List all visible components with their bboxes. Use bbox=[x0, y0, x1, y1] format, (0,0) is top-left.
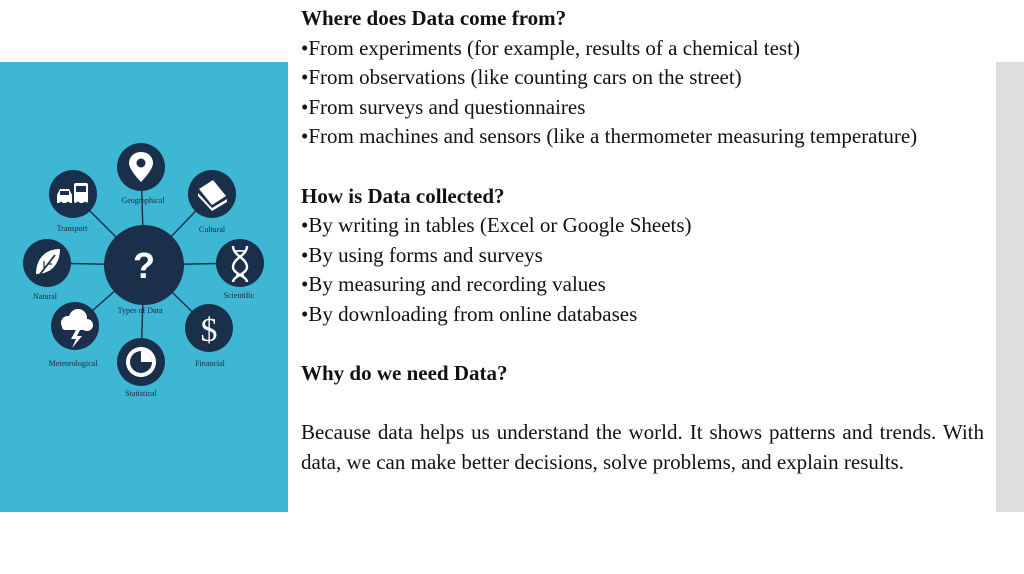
pie-chart-icon bbox=[126, 347, 156, 377]
natural-label: Natural bbox=[33, 292, 57, 301]
transport-label: Transport bbox=[56, 224, 88, 233]
geographical-label: Geographical bbox=[121, 196, 165, 205]
bullet-surveys: •From surveys and questionnaires bbox=[301, 94, 586, 119]
statistical-node bbox=[117, 338, 165, 386]
spacer bbox=[301, 389, 984, 419]
bullet-experiments: •From experiments (for example, results of a chemical test) bbox=[301, 35, 800, 60]
financial-node bbox=[185, 304, 233, 352]
scientific-label: Scientific bbox=[223, 291, 255, 300]
financial-label: Financial bbox=[195, 359, 225, 368]
bullet-measuring: •By measuring and recording values bbox=[301, 272, 606, 297]
spacer bbox=[301, 330, 984, 360]
meteorological-label: Meteorological bbox=[48, 359, 98, 368]
center-label: Types of Data bbox=[117, 306, 163, 315]
section-heading-why: Why do we need Data? bbox=[301, 361, 508, 386]
dollar-icon: $ bbox=[200, 312, 218, 349]
bullet-downloading: •By downloading from online databases bbox=[301, 301, 638, 326]
center-question-mark: ? bbox=[133, 245, 155, 286]
cultural-label: Cultural bbox=[198, 225, 226, 234]
right-side-bar bbox=[996, 62, 1024, 512]
bullet-forms: •By using forms and surveys bbox=[301, 242, 543, 267]
meteorological-node bbox=[51, 302, 99, 350]
types-of-data-panel bbox=[0, 62, 288, 512]
transport-node bbox=[49, 170, 97, 218]
center-node bbox=[104, 225, 184, 305]
bullet-tables: •By writing in tables (Excel or Google Sheets) bbox=[301, 213, 692, 238]
natural-node bbox=[23, 239, 71, 287]
spacer bbox=[301, 152, 984, 182]
geographical-node bbox=[117, 143, 165, 191]
slide-text bbox=[301, 4, 984, 478]
why-paragraph: Because data helps us understand the world. It shows patterns and trends. With data, we can make better decisions, solve problems, and explain results. bbox=[301, 420, 984, 474]
statistical-label: Statistical bbox=[125, 389, 157, 398]
types-of-data-diagram bbox=[0, 62, 288, 512]
scientific-node bbox=[216, 239, 264, 287]
cultural-node bbox=[188, 170, 236, 218]
bullet-machines: •From machines and sensors (like a thermometer measuring temperature) bbox=[301, 124, 918, 149]
section-heading-where: Where does Data come from? bbox=[301, 6, 567, 30]
bullet-observations: •From observations (like counting cars on the street) bbox=[301, 65, 742, 90]
section-heading-how: How is Data collected? bbox=[301, 183, 505, 208]
